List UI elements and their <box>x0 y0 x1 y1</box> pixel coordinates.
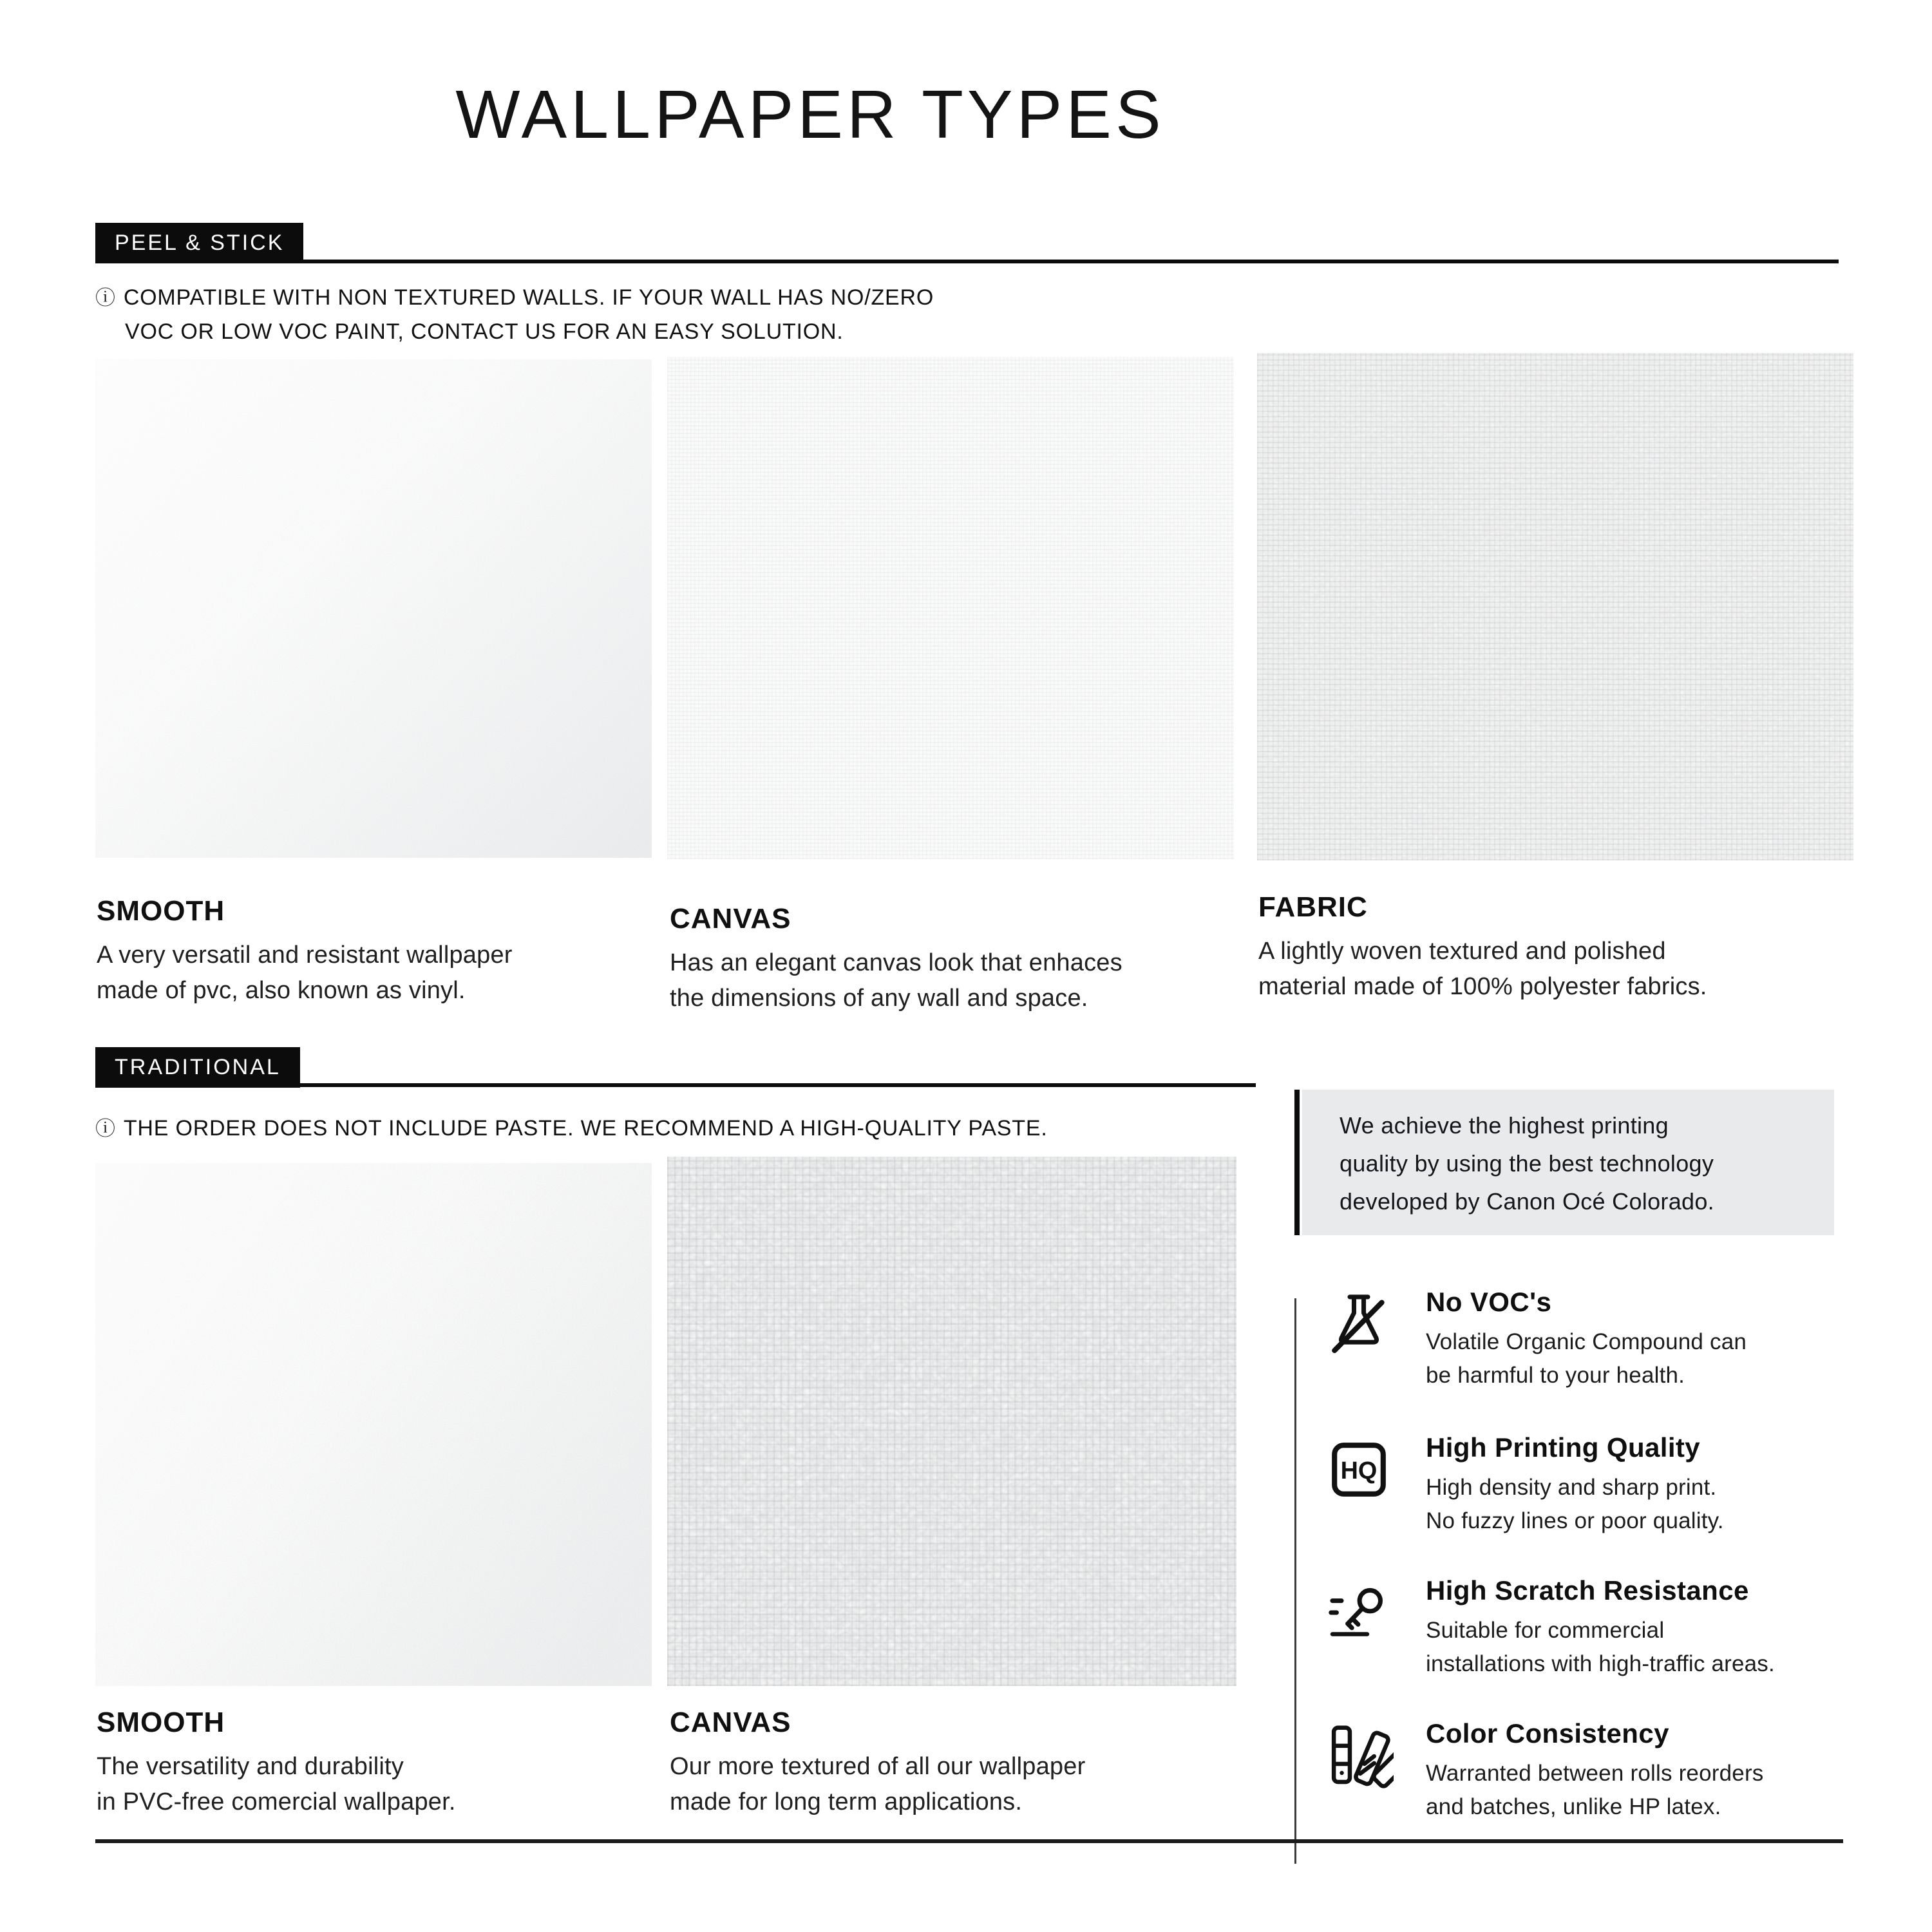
quality-panel <box>1302 1090 1834 1235</box>
quality-panel-text: We achieve the highest printing quality by using the best technology developed by Canon Océ Colorado. <box>1340 1112 1714 1215</box>
type-description: Has an elegant canvas look that enhaces the dimensions of any wall and space. <box>670 949 1122 1012</box>
scratch-key-icon <box>1324 1578 1394 1647</box>
feature-title: No VOC's <box>1426 1287 1552 1317</box>
feature-description: Warranted between rolls reorders and batches, unlike HP latex. <box>1426 1761 1764 1819</box>
type-caption-smooth <box>97 895 689 1009</box>
texture-weave <box>1257 353 1853 860</box>
feature-description: High density and sharp print. No fuzzy lines or poor quality. <box>1426 1475 1724 1533</box>
texture-weave <box>667 1157 1236 1686</box>
type-name: FABRIC <box>1258 891 1368 923</box>
note-line-2 <box>95 315 934 348</box>
info-icon: ⓘ <box>95 287 116 310</box>
type-caption-smooth-traditional <box>97 1707 689 1820</box>
texture-sample-canvas-peel-stick <box>667 357 1234 859</box>
type-description: A very versatil and resistant wallpaper made of pvc, also known as vinyl. <box>97 942 513 1004</box>
texture-shading <box>95 1163 652 1686</box>
type-name: SMOOTH <box>97 895 225 927</box>
note-text: VOC OR LOW VOC PAINT, CONTACT US FOR AN EASY SOLUTION. <box>125 319 844 344</box>
no-voc-icon <box>1324 1289 1394 1359</box>
section-label-traditional: TRADITIONAL <box>95 1047 300 1088</box>
quality-panel-accent-bar <box>1294 1090 1300 1235</box>
texture-sample-smooth-peel-stick <box>95 359 652 858</box>
feature-high-printing-quality <box>1324 1432 1878 1538</box>
type-caption-canvas-traditional <box>670 1707 1262 1820</box>
texture-shading <box>95 359 652 858</box>
type-description: A lightly woven textured and polished material made of 100% polyester fabrics. <box>1258 938 1707 1000</box>
bottom-divider <box>95 1839 1843 1843</box>
note-line-1 <box>95 1112 1048 1146</box>
texture-sample-canvas-traditional <box>667 1157 1236 1686</box>
features-accent-line <box>1294 1298 1296 1864</box>
hq-icon <box>1324 1435 1394 1504</box>
texture-weave <box>667 357 1234 859</box>
feature-no-voc <box>1324 1287 1878 1392</box>
type-caption-canvas <box>670 903 1262 1016</box>
feature-title: High Scratch Resistance <box>1426 1575 1749 1605</box>
type-name: SMOOTH <box>97 1707 225 1738</box>
note-text: COMPATIBLE WITH NON TEXTURED WALLS. IF YOUR WALL HAS NO/ZERO <box>123 285 934 310</box>
feature-title: High Printing Quality <box>1426 1432 1701 1463</box>
feature-high-scratch-resistance <box>1324 1575 1878 1681</box>
feature-description: Volatile Organic Compound can be harmful to your health. <box>1426 1329 1747 1388</box>
note-line-1 <box>95 281 934 315</box>
type-description: The versatility and durability in PVC-free comercial wallpaper. <box>97 1753 456 1815</box>
section-label-peel-stick: PEEL & STICK <box>95 223 303 263</box>
type-name: CANVAS <box>670 903 791 934</box>
svg-text:HQ: HQ <box>1340 1457 1378 1485</box>
type-caption-fabric <box>1258 891 1851 1005</box>
type-name: CANVAS <box>670 1707 791 1738</box>
peel-stick-note <box>95 281 934 348</box>
traditional-note <box>95 1112 1048 1146</box>
color-swatches-icon <box>1324 1721 1394 1790</box>
traditional-divider <box>95 1083 1256 1087</box>
texture-sample-smooth-traditional <box>95 1163 652 1686</box>
page-title: WALLPAPER TYPES <box>455 77 1165 153</box>
info-icon: ⓘ <box>95 1117 116 1141</box>
peel-stick-divider <box>95 260 1839 263</box>
texture-sample-fabric-peel-stick <box>1257 353 1853 860</box>
feature-title: Color Consistency <box>1426 1718 1669 1748</box>
type-description: Our more textured of all our wallpaper made for long term applications. <box>670 1753 1086 1815</box>
feature-description: Suitable for commercial installations with high-traffic areas. <box>1426 1618 1775 1676</box>
note-text: THE ORDER DOES NOT INCLUDE PASTE. WE RECOMMEND A HIGH-QUALITY PASTE. <box>123 1116 1048 1141</box>
feature-color-consistency <box>1324 1718 1878 1824</box>
